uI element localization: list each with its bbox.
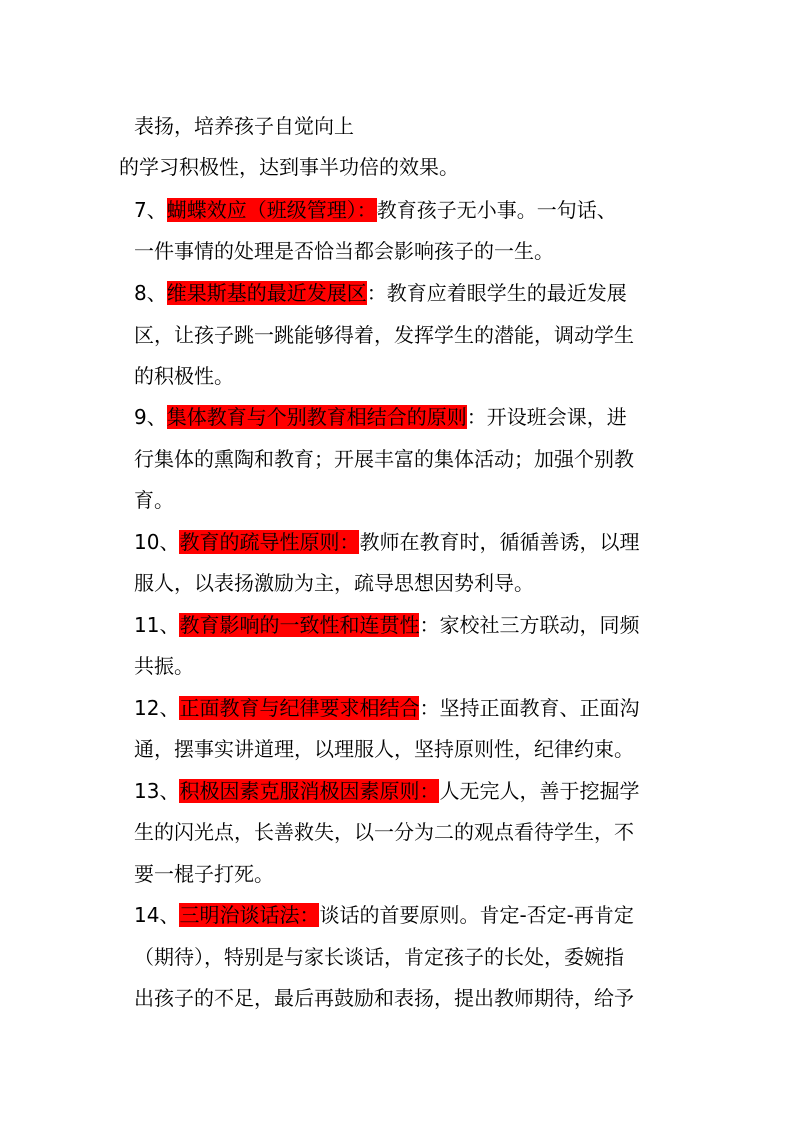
text-line: 的积极性。	[134, 364, 234, 388]
item-number: 10、	[134, 530, 180, 554]
text-line: 的学习积极性，达到事半功倍的效果。	[119, 155, 459, 179]
item-text: 教师在教育时，循循善诱，以理	[359, 530, 640, 554]
text-line: 出孩子的不足，最后再鼓励和表扬，提出教师期待，给予	[134, 986, 634, 1010]
list-item-12	[134, 694, 639, 722]
text-line: 表扬，培养孩子自觉向上	[134, 114, 354, 138]
item-number: 8、	[134, 281, 167, 305]
item-text: ：家校社三方联动，同频	[419, 613, 640, 637]
item-text: 谈话的首要原则。肯定-否定-再肯定	[319, 903, 634, 927]
list-item-8	[134, 279, 627, 307]
text-line: 生的闪光点，长善救失，以一分为二的观点看待学生，不	[134, 820, 634, 844]
highlighted-term: 教育的疏导性原则：	[179, 530, 360, 554]
item-text: 教育孩子无小事。一句话、	[376, 198, 617, 222]
highlighted-term: 积极因素克服消极因素原则：	[179, 779, 440, 803]
text-line: 要一棍子打死。	[134, 862, 274, 886]
list-item-11	[134, 611, 639, 639]
item-text: ：教育应着眼学生的最近发展	[366, 281, 627, 305]
item-number: 14、	[134, 903, 180, 927]
text-line: 区，让孩子跳一跳能够得着，发挥学生的潜能，调动学生	[134, 323, 634, 347]
highlighted-term: 维果斯基的最近发展区	[166, 281, 367, 305]
item-number: 11、	[134, 613, 180, 637]
item-number: 12、	[134, 696, 180, 720]
list-item-14	[134, 901, 634, 929]
list-item-9	[134, 403, 627, 431]
list-item-10	[134, 528, 639, 556]
item-number: 13、	[134, 779, 180, 803]
item-number: 9、	[134, 405, 167, 429]
list-item-7	[134, 196, 617, 224]
highlighted-term: 教育影响的一致性和连贯性	[179, 613, 420, 637]
highlighted-term: 蝴蝶效应（班级管理）：	[166, 198, 377, 222]
highlighted-term: 三明治谈话法：	[179, 903, 320, 927]
text-line: 育。	[134, 488, 174, 512]
highlighted-term: 集体教育与个别教育相结合的原则	[166, 405, 467, 429]
text-line: 服人，以表扬激励为主，疏导思想因势利导。	[134, 571, 534, 595]
list-item-13	[134, 777, 639, 805]
item-text: 人无完人，善于挖掘学	[439, 779, 640, 803]
highlighted-term: 正面教育与纪律要求相结合	[179, 696, 420, 720]
text-line: 行集体的熏陶和教育；开展丰富的集体活动；加强个别教	[134, 447, 634, 471]
text-line: 通，摆事实讲道理，以理服人，坚持原则性，纪律约束。	[134, 737, 634, 761]
text-line: 共振。	[134, 654, 194, 678]
item-text: ：坚持正面教育、正面沟	[419, 696, 640, 720]
item-number: 7、	[134, 198, 167, 222]
text-line: 一件事情的处理是否恰当都会影响孩子的一生。	[134, 239, 554, 263]
item-text: ：开设班会课，进	[466, 405, 627, 429]
text-line: （期待），特别是与家长谈话，肯定孩子的长处，委婉指	[134, 945, 624, 969]
